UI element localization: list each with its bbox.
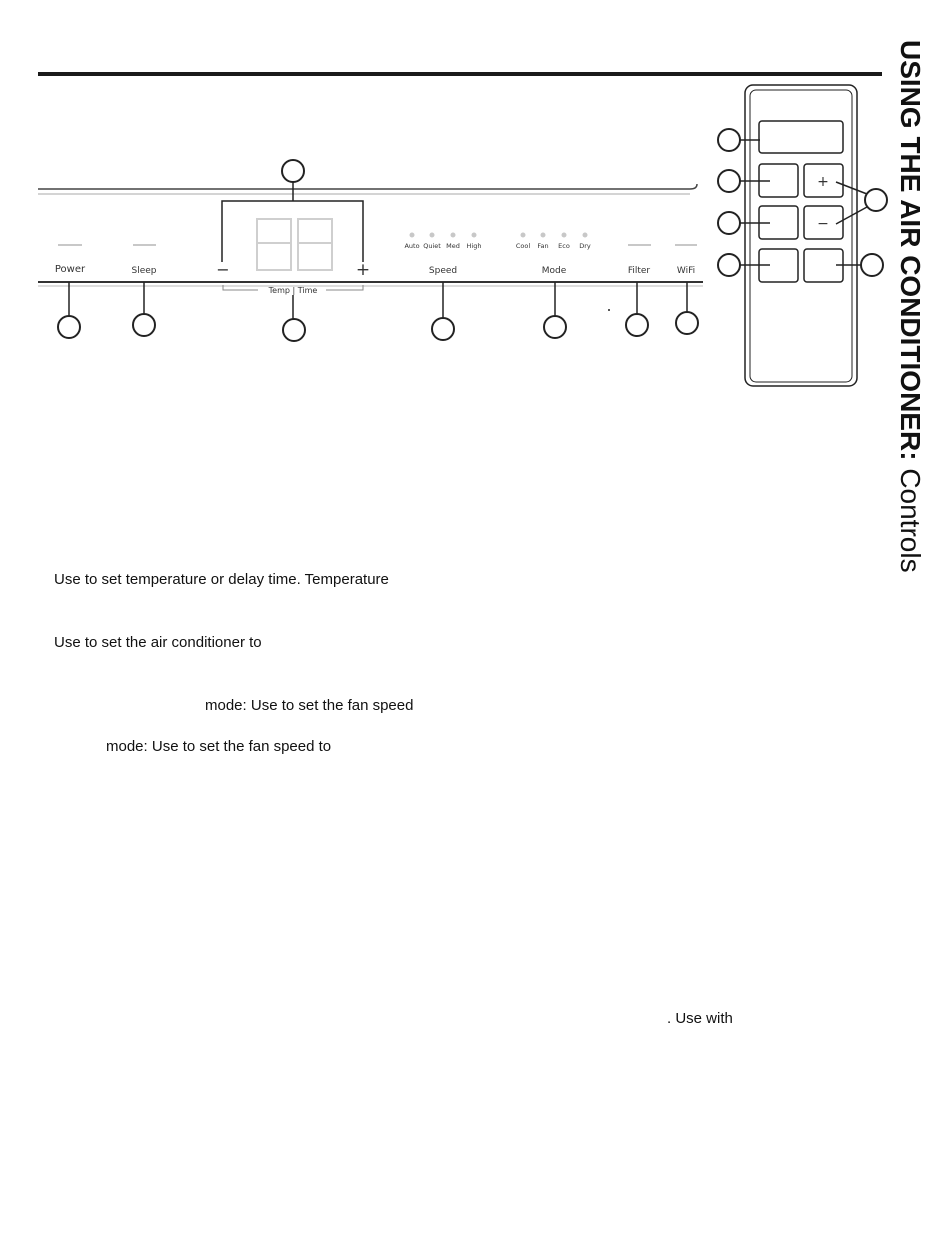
remote-minus-label: − — [817, 216, 829, 232]
speck — [608, 309, 610, 311]
remote-control — [745, 85, 857, 386]
indicator-dot-icon — [521, 233, 526, 238]
indicator-dot-icon — [451, 233, 456, 238]
speed-label[interactable]: Speed — [428, 266, 458, 276]
indicator-dot-icon — [583, 233, 588, 238]
remote-power-button[interactable] — [759, 121, 843, 153]
temp-minus-button[interactable]: − — [216, 260, 230, 279]
callout-circle-icon — [865, 189, 887, 211]
mode-description: Use to set the air conditioner to — [54, 634, 262, 651]
use-with-text: . Use with — [667, 1010, 733, 1027]
mode-dry: Dry — [579, 242, 591, 250]
speed-description-2: mode: Use to set the fan speed to — [106, 738, 332, 755]
mode-eco: Eco — [558, 242, 570, 250]
callout-circle-icon — [718, 254, 740, 276]
temp-time-label: Temp | Time — [268, 286, 318, 295]
callout-circle-icon — [283, 319, 305, 341]
sleep-label[interactable]: Sleep — [131, 266, 157, 276]
callout-circle-icon — [626, 314, 648, 336]
callout-circle-icon — [58, 316, 80, 338]
power-label[interactable]: Power — [54, 264, 86, 275]
mode-cool: Cool — [515, 242, 531, 250]
indicator-dot-icon — [410, 233, 415, 238]
temp-plus-button[interactable]: + — [355, 260, 371, 280]
temp-bracket — [222, 201, 363, 262]
callout-circle-icon — [718, 170, 740, 192]
callout-circle-icon — [432, 318, 454, 340]
callout-circle-icon — [133, 314, 155, 336]
filter-label[interactable]: Filter — [627, 266, 651, 276]
callout-circle-icon — [282, 160, 304, 182]
speed-mode-high: High — [466, 242, 482, 250]
controls-diagram — [0, 0, 950, 400]
callout-circle-icon — [676, 312, 698, 334]
display-digits-icon — [257, 219, 332, 270]
callout-circle-icon — [718, 212, 740, 234]
indicator-dot-icon — [472, 233, 477, 238]
indicator-dot-icon — [541, 233, 546, 238]
section-title-bold: USING THE AIR CONDITIONER: — [895, 40, 926, 461]
remote-plus-label: + — [817, 174, 829, 190]
panel-top-edge — [38, 184, 697, 189]
callout-circle-icon — [718, 129, 740, 151]
wifi-label[interactable]: WiFi — [676, 266, 696, 276]
speed-mode-med: Med — [446, 242, 460, 250]
mode-indicator-dots — [521, 233, 588, 238]
temp-description: Use to set temperature or delay time. Temperature — [54, 571, 389, 588]
speed-description-1: mode: Use to set the fan speed — [205, 697, 414, 714]
indicator-dot-icon — [430, 233, 435, 238]
speed-mode-auto: Auto — [404, 242, 420, 250]
callout-circle-icon — [544, 316, 566, 338]
section-title-light: Controls — [895, 468, 926, 573]
speed-indicator-dots — [410, 233, 477, 238]
indicator-dot-icon — [562, 233, 567, 238]
mode-fan: Fan — [537, 242, 549, 250]
callout-circle-icon — [861, 254, 883, 276]
speed-mode-quiet: Quiet — [423, 242, 441, 250]
mode-label[interactable]: Mode — [541, 266, 567, 276]
